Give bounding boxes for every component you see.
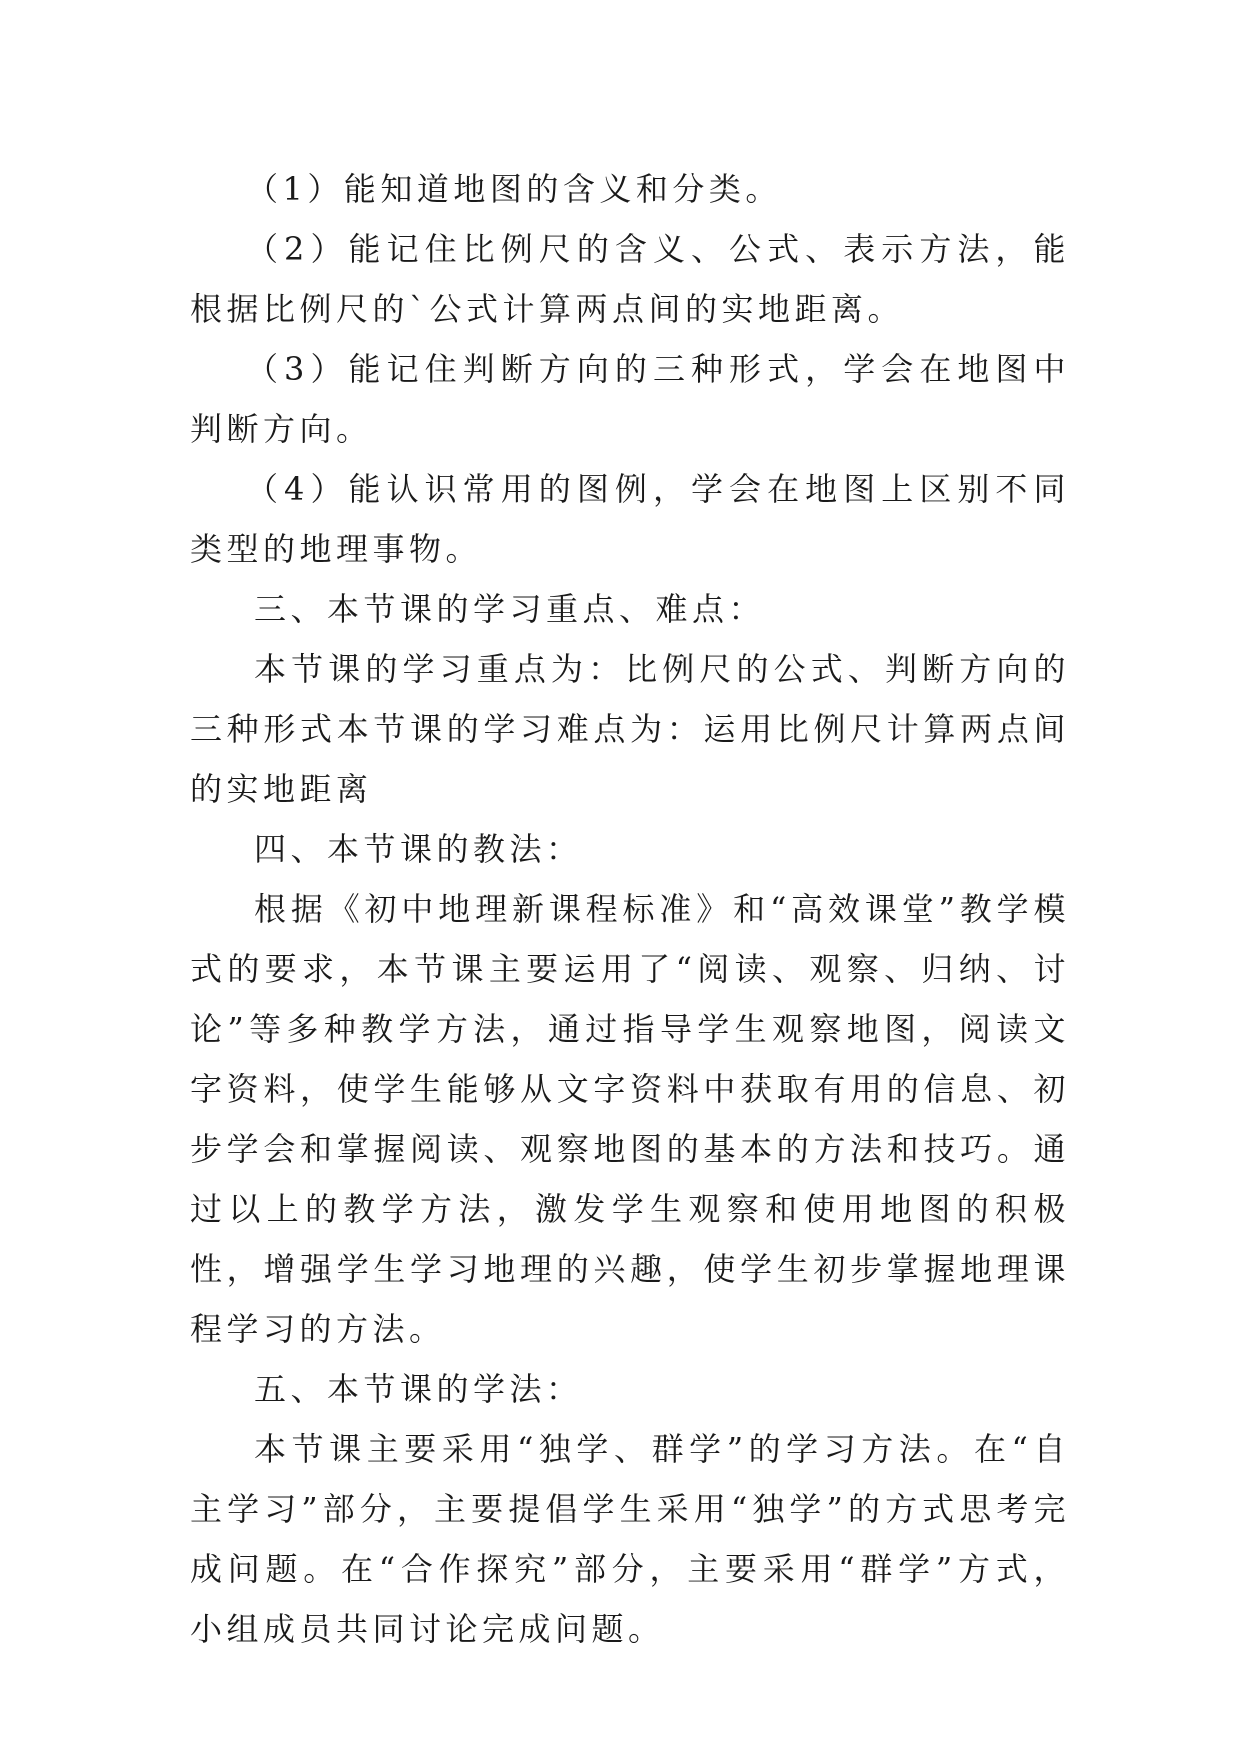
objective-1: （1）能知道地图的含义和分类。 [246,170,782,208]
learning-methods-paragraph: 本节课主要采用“独学、群学”的学习方法。在“自主学习”部分，主要提倡学生采用“独学”的方式思考完成问题。在“合作探究”部分，主要采用“群学”方式，小组成员共同讨论完成问题。 [190,1430,1070,1648]
objective-3: （3）能记住判断方向的三种形式，学会在地图中判断方向。 [190,350,1070,448]
section-heading-teaching-methods: 四、本节课的教法： [254,830,583,868]
section-heading-key-points: 三、本节课的学习重点、难点： [254,590,766,628]
objective-4: （4）能认识常用的图例，学会在地图上区别不同类型的地理事物。 [190,470,1070,568]
section-heading-learning-methods: 五、本节课的学法： [254,1370,583,1408]
objective-2: （2）能记住比例尺的含义、公式、表示方法，能根据比例尺的`公式计算两点间的实地距离。 [190,230,1070,328]
teaching-methods-paragraph: 根据《初中地理新课程标准》和“高效课堂”教学模式的要求，本节课主要运用了“阅读、观察、归纳、讨论”等多种教学方法，通过指导学生观察地图，阅读文字资料，使学生能够从文字资料中获取有用的信息、初步学会和掌握阅读、观察地图的基本的方法和技巧。通过以上的教学方法，激发学生观察和使用地图的积极性，增强学生学习地理的兴趣，使学生初步掌握地理课程学习的方法。 [190,890,1070,1348]
key-points-paragraph: 本节课的学习重点为：比例尺的公式、判断方向的三种形式本节课的学习难点为：运用比例尺计算两点间的实地距离 [190,650,1070,808]
document-body [190,159,1070,1659]
